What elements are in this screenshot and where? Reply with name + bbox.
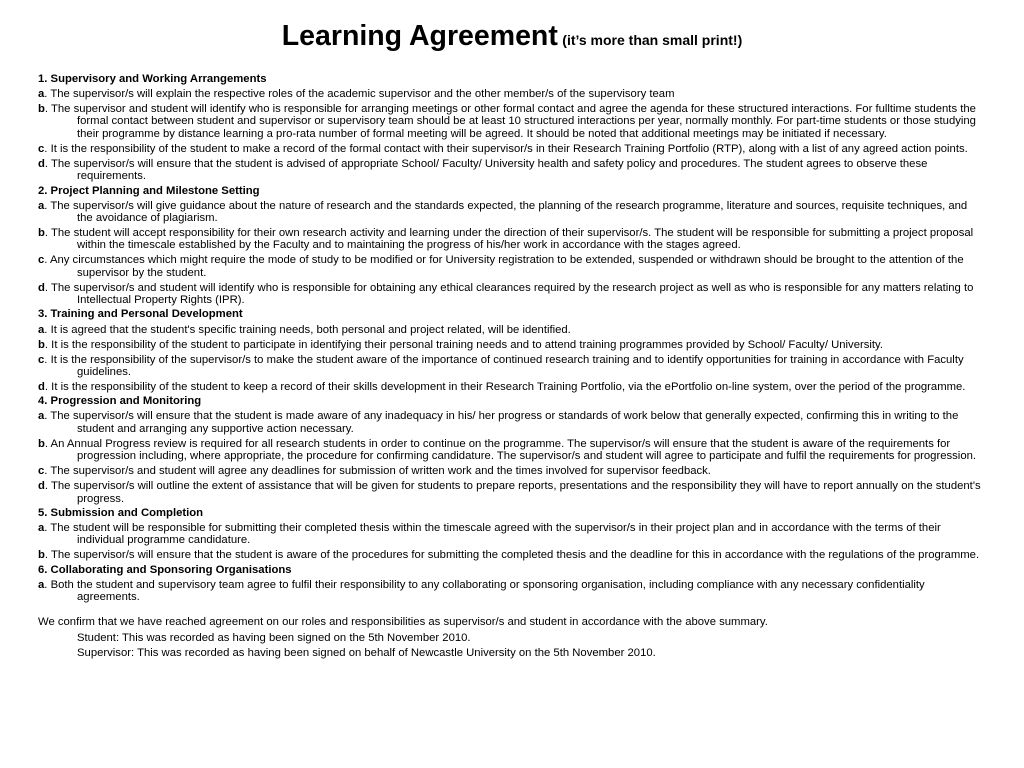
item-text: . It is the responsibility of the student to participate in identifying their personal training needs and to attend training programmes provided by School/ Faculty/ University. <box>44 338 883 351</box>
item-letter: b <box>38 338 45 351</box>
list-item <box>38 465 986 477</box>
list-item <box>38 200 986 225</box>
item-text: . Both the student and supervisory team agree to fulfil their responsibility to any collaborating or sponsoring organisation, including compliance with any necessary confidentiality agreements. <box>44 578 925 604</box>
item-text: . The supervisor/s will ensure that the student is made aware of any inadequacy in his/ her progress or standards of work below that generally expected, confirming this in writing to the student and arranging any supportive action necessary. <box>44 410 959 435</box>
item-letter: d <box>38 281 45 294</box>
list-item <box>38 381 986 393</box>
item-text: . The student will accept responsibility for their own research activity and learning under the direction of their supervisor/s. The student will be responsible for submitting a project proposal within the timescale established by the Faculty and to maintaining the progress of his/her work in accordance with the stages agreed. <box>44 227 974 252</box>
item-letter: c <box>38 142 45 155</box>
item-text: . It is the responsibility of the supervisor/s to make the student aware of the importance of continued research training and to identify opportunities for training in accordance with Faculty guidelines. <box>44 353 964 378</box>
item-letter: b <box>38 549 45 562</box>
list-item <box>38 254 986 279</box>
item-letter: d <box>38 381 45 394</box>
list-item <box>38 339 986 351</box>
list-item <box>38 282 986 307</box>
section-heading: 2. Project Planning and Milestone Setting <box>38 184 260 197</box>
item-letter: a <box>38 578 45 591</box>
list-item <box>38 324 986 336</box>
item-text: . It is agreed that the student's specific training needs, both personal and project related, will be identified. <box>44 323 571 336</box>
item-text: . The supervisor/s and student will agree any deadlines for submission of written work and the times involved for supervisor feedback. <box>44 465 711 478</box>
item-letter: b <box>38 437 45 450</box>
agreement-body <box>38 71 986 659</box>
item-text: . The supervisor/s will give guidance about the nature of research and the standards expected, the planning of the research programme, literature and sources, requisite techniques, and the avoidance of plagiarism. <box>44 199 968 224</box>
item-letter: d <box>38 480 45 493</box>
supervisor-signature-line: Supervisor: This was recorded as having been signed on behalf of Newcastle University on the 5th November 2010. <box>77 647 656 660</box>
list-item <box>38 579 986 604</box>
list-item <box>38 354 986 379</box>
item-text: . The supervisor/s will ensure that the student is aware of the procedures for submitting the completed thesis and the deadline for this in accordance with the regulations of the programme. <box>44 549 980 562</box>
item-text: . The student will be responsible for submitting their completed thesis within the timescale agreed with the supervisor/s in their project plan and in accordance with the terms of their individual programme candidature. <box>44 522 941 547</box>
item-letter: d <box>38 157 45 170</box>
section-heading: 6. Collaborating and Sponsoring Organisations <box>38 563 292 576</box>
item-letter: a <box>38 323 45 336</box>
item-text: . It is the responsibility of the student to make a record of the formal contact with their supervisor/s in their Research Training Portfolio (RTP), along with a list of any agreed action points. <box>44 142 968 155</box>
list-item <box>38 227 986 252</box>
item-text: . The supervisor/s will outline the extent of assistance that will be given for students to prepare reports, presentations and the responsibility they will have to report annually on the student's progress. <box>44 480 981 505</box>
section-heading: 5. Submission and Completion <box>38 506 204 519</box>
document-title <box>0 20 1024 53</box>
item-letter: a <box>38 522 45 535</box>
item-letter: c <box>38 465 45 478</box>
item-text: . The supervisor and student will identify who is responsible for arranging meetings or other formal contact and agree the agenda for these structured interactions. For fulltime students the formal contact between student and supervisor or supervisory team should be at least 10 structured interactions per year, normally monthly. For part-time students or those studying their programme by distance learning a pro-rata number of formal meeting will be agreed. It should be noted that additional meetings may be initiated if necessary. <box>44 103 976 140</box>
list-item <box>38 522 986 547</box>
list-item <box>38 410 986 435</box>
list-item <box>38 143 986 155</box>
list-item <box>38 549 986 561</box>
title-main: Learning Agreement <box>281 20 558 52</box>
item-letter: b <box>38 103 45 116</box>
list-item <box>38 158 986 183</box>
item-text: . It is the responsibility of the student to keep a record of their skills development in their Research Training Portfolio, via the ePortfolio on-line system, over the period of the programme. <box>44 381 966 394</box>
item-text: . Any circumstances which might require the mode of study to be modified or for University registration to be extended, suspended or withdrawn should be brought to the attention of the supervisor by the student. <box>44 254 964 279</box>
item-letter: a <box>38 410 45 423</box>
title-subtitle: (it’s more than small print!) <box>562 32 743 48</box>
item-text: . An Annual Progress review is required for all research students in order to continue on the programme. The supervisor/s will ensure that the student is aware of the requirements for progression including, where appropriate, the procedure for confirming candidature. The supervisor/s and student will agree to participate and fulfil the requirements for progression. <box>44 437 977 463</box>
student-signature-line: Student: This was recorded as having been signed on the 5th November 2010. <box>77 631 471 644</box>
section-heading: 3. Training and Personal Development <box>38 308 243 321</box>
item-letter: c <box>38 254 45 267</box>
item-text: . The supervisor/s will ensure that the student is advised of appropriate School/ Faculty/ University health and safety policy and procedures. The student agrees to observe these requirements. <box>44 157 928 183</box>
item-text: . The supervisor/s will explain the respective roles of the academic supervisor and the other member/s of the supervisory team <box>44 88 675 101</box>
item-text: . The supervisor/s and student will identify who is responsible for obtaining any ethical clearances required by the research project as well as who is responsible for any matters relating to Intellectual Property Rights (IPR). <box>44 281 974 307</box>
list-item <box>38 480 986 505</box>
section-heading: 1. Supervisory and Working Arrangements <box>38 73 267 85</box>
item-letter: c <box>38 353 45 366</box>
item-letter: b <box>38 227 45 240</box>
confirmation-statement: We confirm that we have reached agreement on our roles and responsibilities as supervisor/s and student in accordance with the above summary. <box>38 616 768 629</box>
item-letter: a <box>38 199 45 212</box>
list-item <box>38 103 986 140</box>
section-heading: 4. Progression and Monitoring <box>38 395 202 408</box>
list-item <box>38 438 986 463</box>
item-letter: a <box>38 88 45 101</box>
list-item <box>38 88 986 100</box>
